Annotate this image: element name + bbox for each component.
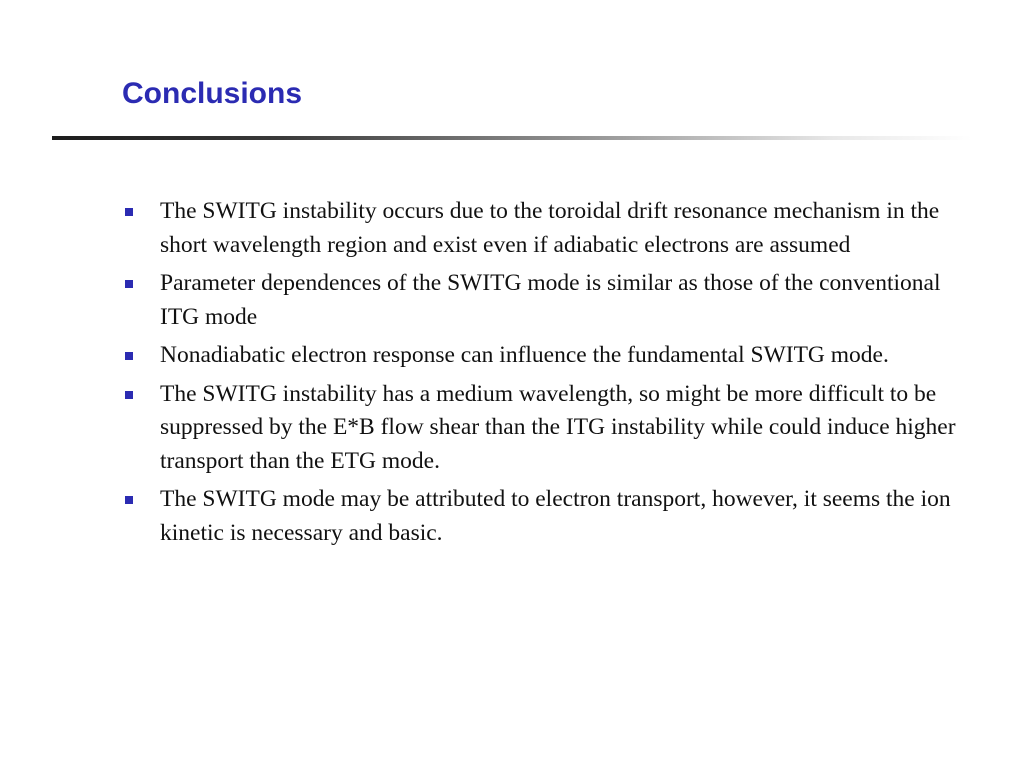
bullet-item: [122, 483, 972, 550]
bullet-item: [122, 378, 972, 479]
square-bullet-icon: [125, 391, 133, 399]
bullet-item: [122, 267, 972, 334]
bullet-text: The SWITG mode may be attributed to electron transport, however, it seems the ion kinetic is necessary and basic.: [160, 486, 951, 546]
square-bullet-icon: [125, 496, 133, 504]
square-bullet-icon: [125, 280, 133, 288]
bullet-item: [122, 339, 972, 373]
slide-title: Conclusions: [122, 77, 303, 110]
bullet-text: The SWITG instability has a medium wavelength, so might be more difficult to be suppressed by the E*B flow shear than the ITG instability while could induce higher transport than the ETG mode.: [160, 380, 956, 474]
bullet-text: The SWITG instability occurs due to the toroidal drift resonance mechanism in the short wavelength region and exist even if adiabatic electrons are assumed: [160, 198, 940, 258]
bullet-text: Parameter dependences of the SWITG mode is similar as those of the conventional ITG mode: [160, 270, 941, 330]
bullet-item: [122, 195, 972, 262]
square-bullet-icon: [125, 208, 133, 216]
title-divider: [52, 136, 972, 140]
square-bullet-icon: [125, 352, 133, 360]
bullet-list: [122, 195, 972, 555]
bullet-text: Nonadiabatic electron response can influence the fundamental SWITG mode.: [160, 342, 889, 368]
